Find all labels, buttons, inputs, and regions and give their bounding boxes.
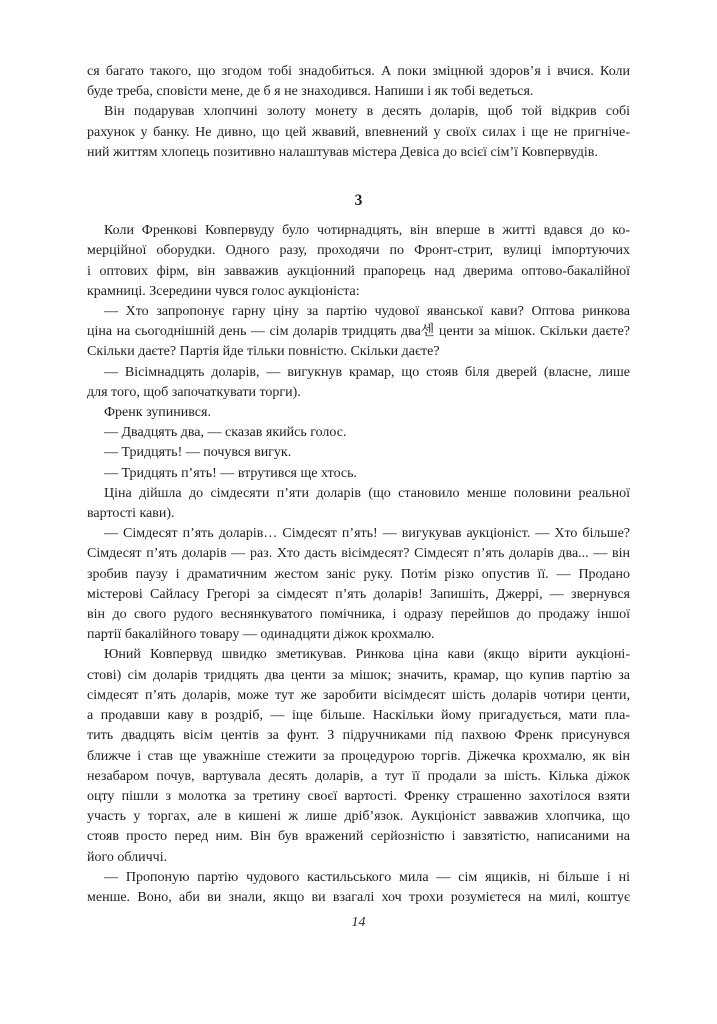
text-line: стові) сім доларів тридцять два центи за мішок; значить, крамар, що купив партію за <box>87 667 630 683</box>
text-line: Він подарував хлопчині золоту монету в десять доларів, щоб той відкрив собі <box>104 104 630 120</box>
text-line: буде треба, сповісти мене, де б я не знаходився. Напиши і як тобі ведеться. <box>87 84 534 100</box>
text-line: для того, щоб започаткувати торги). <box>87 384 301 400</box>
text-line: і оптових фірм, він завважив аукціонний прапорець над дверима оптово-бакалійної <box>87 263 630 279</box>
text-line: — Пропоную партію чудового кастильського мила — сім ящиків, ні більше і ні <box>104 869 630 885</box>
text-line: ближче і став ще уважніше стежити за процедурою торгів. Діжечка крохмалю, як він <box>87 748 630 764</box>
paragraph <box>87 868 630 908</box>
text-line: — Тридцять! — почувся вигук. <box>104 445 292 461</box>
paragraph <box>87 302 630 363</box>
paragraph <box>87 443 630 463</box>
text-line: сімдесят п’ять доларів, може тут же заробити вісімдесят шість доларів чотири центи, <box>87 687 630 703</box>
text-line: Скільки даєте? Партія йде тільки повністю. Скільки даєте? <box>87 344 440 360</box>
text-line: незабаром почув, вартувала десять доларів, а тут її продали за шість. Кілька діжок <box>87 768 630 784</box>
text-line: ний життям хлопець позитивно налаштував містера Девіса до всієї сім’ї Ковпервудів. <box>87 144 598 160</box>
text-line: Коли Френкові Ковпервуду було чотирнадцять, він вперше в житті вдався до ко- <box>104 223 630 239</box>
text-line: Френк зупинився. <box>104 405 211 421</box>
text-line: тить двадцять вісім центів за фунт. З підручниками під пахвою Френк присунувся <box>87 728 630 744</box>
paragraph <box>87 221 630 302</box>
text-line: менше. Воно, аби ви знали, якщо ви взагалі хоч трохи розумієтеся на милі, коштує <box>87 889 630 905</box>
text-line: стояв просто перед ним. Він був вражений серйозністю і завзятістю, написаними на <box>87 829 630 845</box>
paragraph <box>87 645 630 867</box>
chapter-number-heading: 3 <box>354 192 363 210</box>
paragraph <box>87 423 630 443</box>
text-line: мерційної оборудки. Одного разу, проходячи по Фронт-стрит, вулиці імпортуючих <box>87 243 630 259</box>
text-line: а продавши каву в роздріб, — іще більше. Наскільки йому пригадується, мати пла- <box>87 708 630 724</box>
text-line: Юний Ковпервуд швидко зметикував. Ринкова ціна кави (якщо вірити аукціоні- <box>104 647 630 663</box>
text-line: Сімдесят п’ять доларів — раз. Хто дасть вісімдесят? Сімдесят п’ять доларів два... — він <box>87 546 630 562</box>
paragraph <box>87 102 630 163</box>
paragraph <box>87 403 630 423</box>
text-line: — Вісімнадцять доларів, — вигукнув крамар, що стояв біля дверей (власне, лише <box>104 364 630 380</box>
text-line: оцту пішли з молотка за третину своєї вартості. Френку страшенно захотілося взяти <box>87 788 630 804</box>
text-line: крамниці. Зсередини чувся голос аукціоніста: <box>87 283 360 299</box>
text-line: — Хто запропонує гарну ціну за партію чудової яванської кави? Оптова ринкова <box>104 304 630 320</box>
text-line: — Сімдесят п’ять доларів… Сімдесят п’ять! — вигукував аукціоніст. — Хто більше? <box>104 526 630 542</box>
paragraph <box>87 363 630 403</box>
text-line: — Двадцять два, — сказав якийсь голос. <box>104 425 347 441</box>
text-line: ся багато такого, що згодом тобі знадобиться. А поки зміцнюй здоров’я і вчися. Коли <box>87 64 630 79</box>
text-line: партії бакалійного товару — одинадцяти діжок крохмалю. <box>87 627 435 643</box>
text-line: — Тридцять п’ять! — втрутився ще хтось. <box>104 465 358 481</box>
text-line: ціна на сьогоднішній день — сім доларів тридцять два센 центи за мішок. Скільки даєте? <box>87 324 630 340</box>
paragraph <box>87 524 630 645</box>
text-line: участь у торгах, але в кишені ж лише дріб’язок. Аукціоніст завважив хлопчика, що <box>87 809 630 825</box>
text-line: зробив паузу і драматичним жестом заніс руку. Потім різко опустив її. — Продано <box>87 566 630 582</box>
paragraph <box>87 62 630 102</box>
text-line: його обличчі. <box>87 849 168 865</box>
text-line: він до свого рудого веснянкуватого помічника, і одразу перейшов до продажу іншої <box>87 607 630 623</box>
text-line: містерові Сайласу Грегорі за сімдесят п’ять доларів! Запишіть, Джеррі, — звернувся <box>87 586 630 602</box>
paragraph <box>87 484 630 524</box>
page-number: 14 <box>351 915 366 930</box>
text-line: Ціна дійшла до сімдесяти п’яти доларів (що становило менше половини реальної <box>104 485 630 501</box>
text-line: вартості кави). <box>87 506 175 522</box>
text-line: рахунок у банку. Не дивно, що цей жвавий, впевнений у своїх силах і ще не пригніче- <box>87 124 630 140</box>
text-block <box>87 62 630 908</box>
paragraph <box>87 464 630 484</box>
